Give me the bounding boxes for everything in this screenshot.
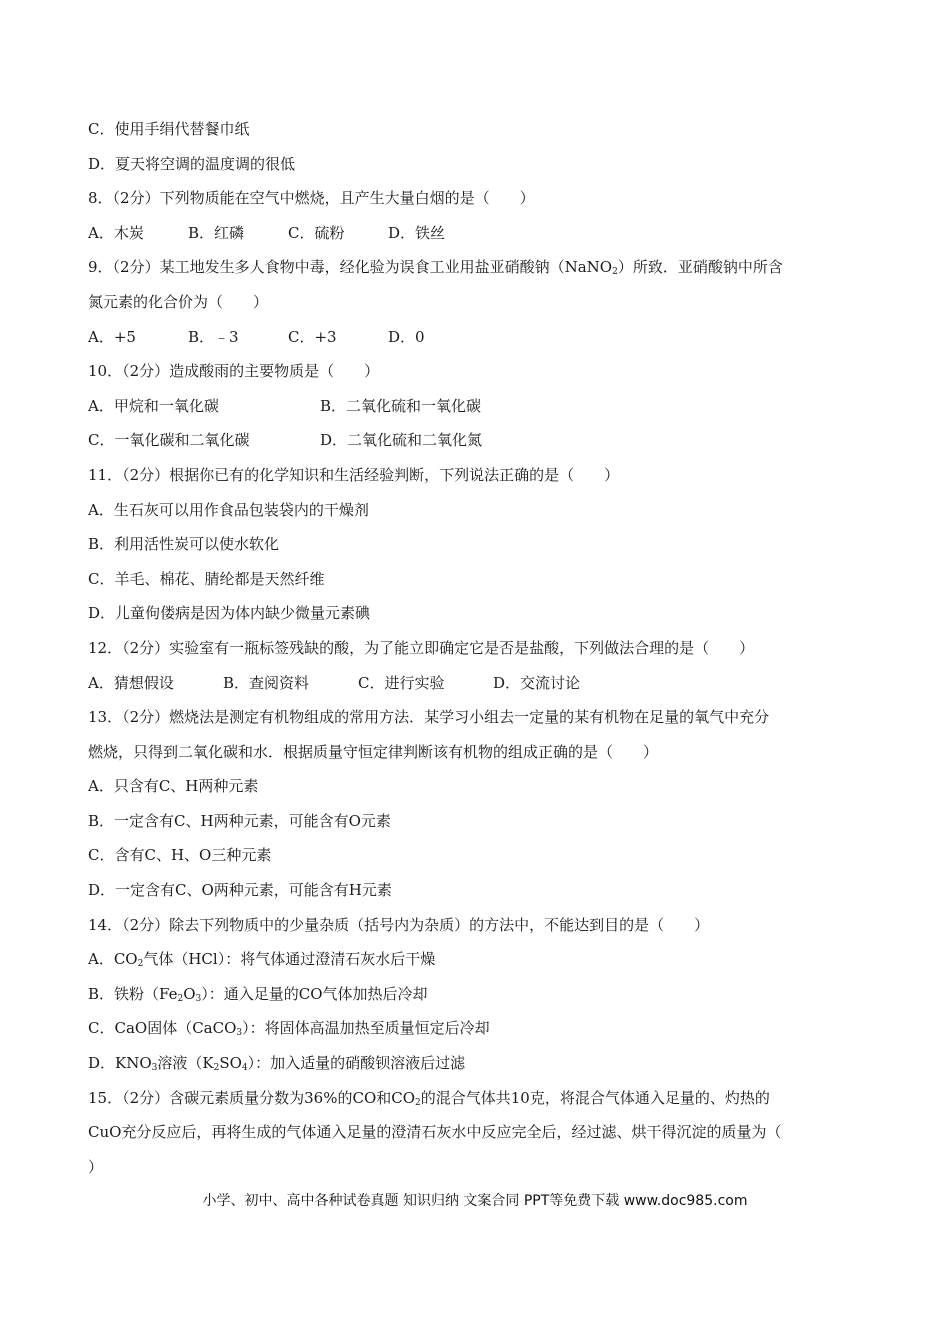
answer-options [88, 216, 868, 251]
document-line [88, 942, 868, 977]
subscript: 2 [415, 1097, 421, 1108]
document-line: A．只含有C、H两种元素 [88, 777, 259, 796]
answer-options [88, 423, 868, 458]
subscript: 3 [195, 993, 202, 1004]
text-run: 9．（2分）某工地发生多人食物中毒，经化验为误食工业用盐亚硝酸钠（NaNO [88, 258, 613, 277]
text-run: ）所致．亚硝酸钠中所含 [617, 258, 783, 277]
document-line [88, 1081, 868, 1116]
subscript: 2 [177, 993, 184, 1004]
document-line: D．夏天将空调的温度调的很低 [88, 154, 296, 173]
answer-option: B．查阅资料 [223, 673, 310, 692]
text-run: ）：加入适量的硝酸钡溶液后过滤 [247, 1054, 466, 1073]
text-run: O [183, 984, 196, 1003]
text-run: 15．（2分）含碳元素质量分数为36%的CO和CO [88, 1088, 416, 1107]
subscript: 2 [213, 1063, 220, 1074]
answer-option: C．一氧化碳和二氧化碳 [88, 431, 250, 450]
document-line [88, 1011, 868, 1046]
document-line [88, 1046, 868, 1081]
document-line: 12．（2分）实验室有一瓶标签残缺的酸，为了能立即确定它是否是盐酸，下列做法合理的是（ ） [88, 638, 755, 657]
document-line: D．儿童佝偻病是因为体内缺少微量元素碘 [88, 604, 371, 623]
text-run: ）：将固体高温加热至质量恒定后冷却 [242, 1019, 490, 1038]
answer-options [88, 389, 868, 424]
answer-option: A．甲烷和一氧化碳 [88, 396, 219, 415]
document-line: 8．（2分）下列物质能在空气中燃烧，且产生大量白烟的是（ ） [88, 189, 535, 208]
answer-option: C．进行实验 [358, 673, 445, 692]
subscript: 2 [612, 267, 618, 278]
document-line: 10．（2分）造成酸雨的主要物质是（ ） [88, 362, 380, 381]
document-line: 氮元素的化合价为（ ） [88, 292, 269, 311]
subscript: 3 [151, 1063, 158, 1074]
document-line: B．一定含有C、H两种元素，可能含有O元素 [88, 811, 391, 830]
answer-option: A．+5 [88, 327, 136, 346]
text-run: A．CO [88, 950, 138, 969]
document-line: ） [88, 1157, 104, 1176]
document-line: 14．（2分）除去下列物质中的少量杂质（括号内为杂质）的方法中，不能达到目的是（ ） [88, 915, 710, 934]
answer-option: D．0 [388, 327, 425, 346]
answer-option: A．木炭 [88, 223, 144, 242]
answer-option: C．+3 [288, 327, 337, 346]
text-run: D．KNO [88, 1054, 152, 1073]
answer-option: A．猜想假设 [88, 673, 174, 692]
answer-options [88, 666, 868, 701]
answer-option: D．铁丝 [388, 223, 446, 242]
document-line: D．一定含有C、O两种元素，可能含有H元素 [88, 881, 392, 900]
document-line: 11．（2分）根据你已有的化学知识和生活经验判断，下列说法正确的是（ ） [88, 465, 620, 484]
answer-option: B．红磷 [188, 223, 245, 242]
subscript: 4 [241, 1063, 248, 1074]
document-line: 13．（2分）燃烧法是测定有机物组成的常用方法．某学习小组去一定量的某有机物在足量的氧气中充分 [88, 708, 770, 727]
page-footer: 小学、初中、高中各种试卷真题 知识归纳 文案合同 PPT等免费下载 www.doc985.com [202, 1193, 748, 1209]
text-run: 的混合气体共10克，将混合气体通入足量的、灼热的 [420, 1088, 770, 1107]
subscript: 3 [236, 1028, 243, 1039]
exam-page-content [88, 112, 868, 1184]
document-line: C．使用手绢代替餐巾纸 [88, 120, 250, 138]
subscript: 2 [137, 959, 144, 970]
text-run: 气体（HCl）：将气体通过澄清石灰水后干燥 [143, 950, 436, 969]
text-run: ）：通入足量的CO气体加热后冷却 [201, 984, 428, 1003]
document-line [88, 250, 868, 285]
answer-option: D．二氧化硫和二氧化氮 [320, 431, 483, 450]
text-run: SO [219, 1054, 242, 1073]
document-line: B．利用活性炭可以使水软化 [88, 535, 280, 554]
answer-options [88, 320, 868, 355]
text-run: C．CaO固体（CaCO [88, 1019, 237, 1038]
answer-option: B．二氧化硫和一氧化碳 [320, 396, 482, 415]
document-line: 燃烧，只得到二氧化碳和水．根据质量守恒定律判断该有机物的组成正确的是（ ） [88, 742, 659, 761]
answer-option: C．硫粉 [288, 223, 345, 242]
text-run: B．铁粉（Fe [88, 984, 178, 1003]
document-line: C．羊毛、棉花、腈纶都是天然纤维 [88, 569, 325, 588]
answer-option: B．﹣3 [188, 327, 239, 346]
document-line: CuO充分反应后，再将生成的气体通入足量的澄清石灰水中反应完全后，经过滤、烘干得沉淀的质量为（ [88, 1123, 782, 1142]
answer-option: D．交流讨论 [493, 673, 581, 692]
document-line: A．生石灰可以用作食品包装袋内的干燥剂 [88, 500, 369, 519]
document-line: C．含有C、H、O三种元素 [88, 846, 272, 865]
text-run: 溶液（K [157, 1054, 214, 1073]
document-line [88, 977, 868, 1012]
